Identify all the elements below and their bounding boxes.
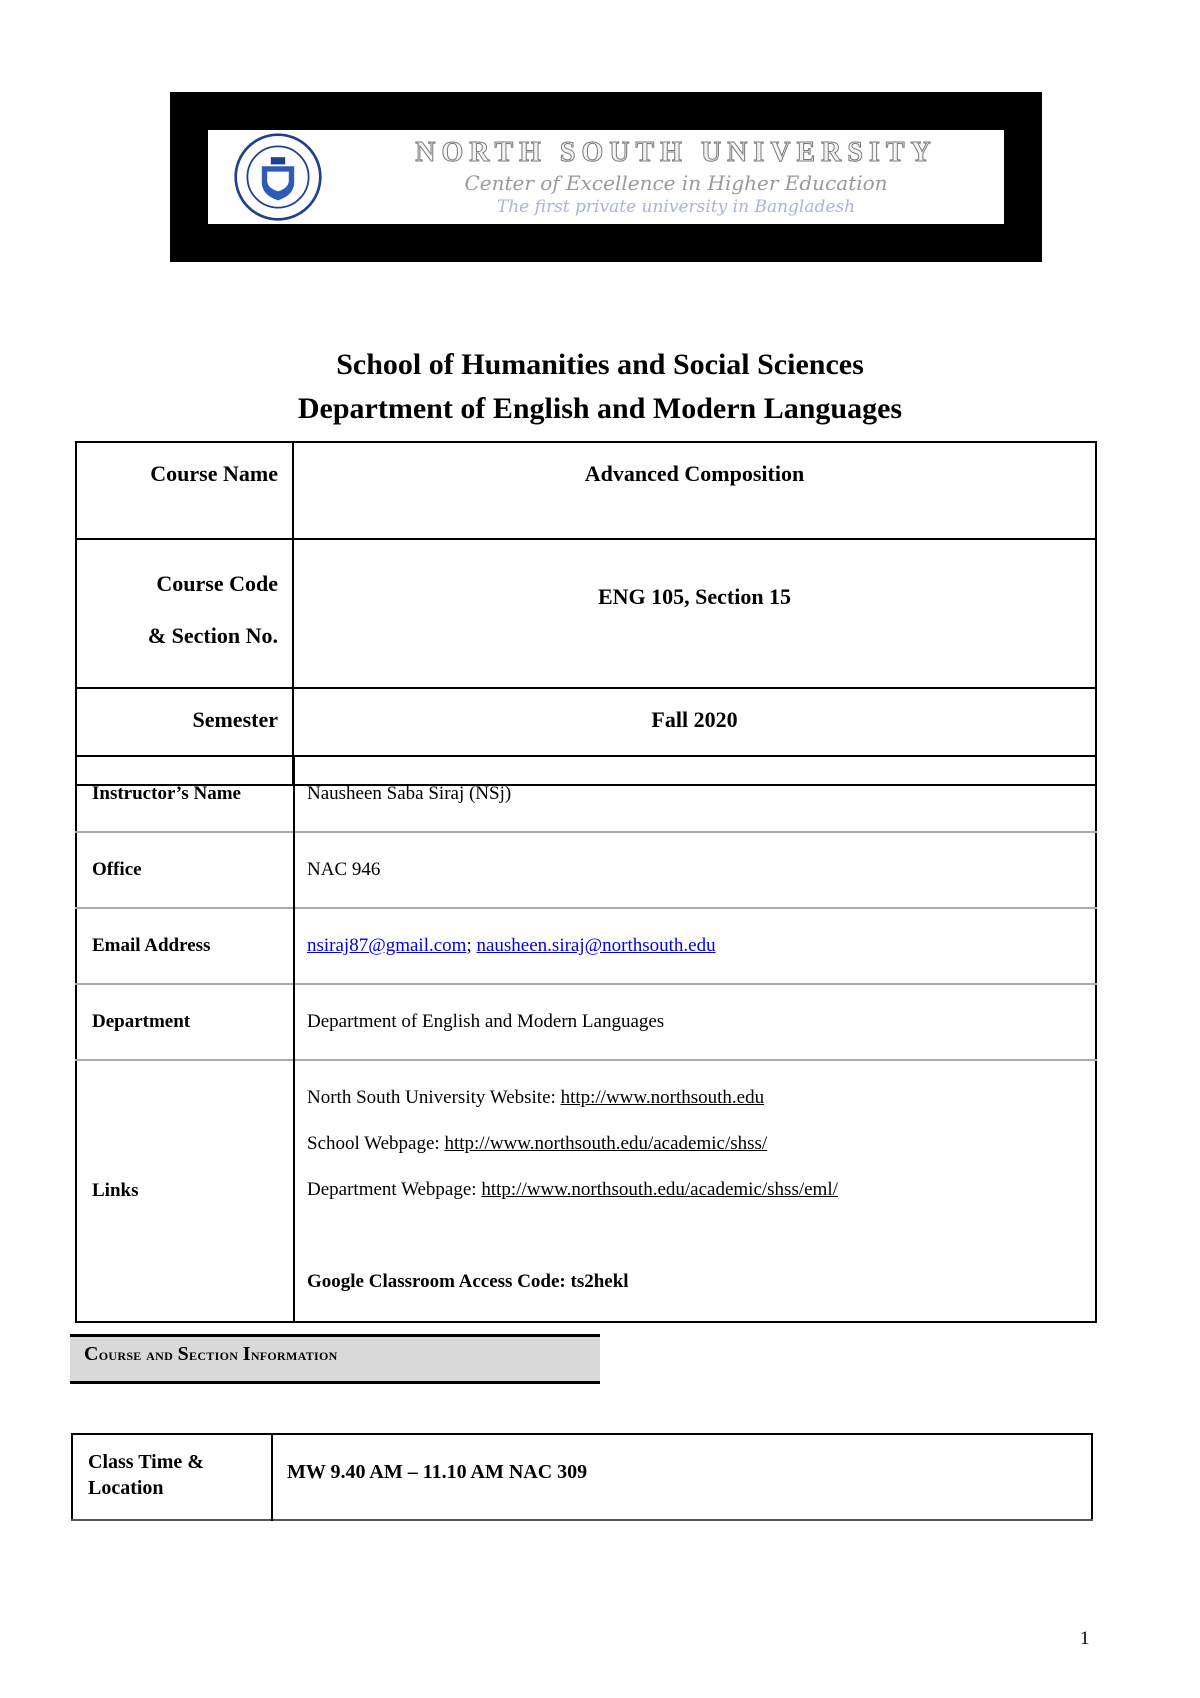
- class-time-label: [72, 1434, 272, 1520]
- logo-panel: [208, 130, 1004, 224]
- link-school-url[interactable]: http://www.northsouth.edu/academic/shss/: [444, 1133, 768, 1154]
- office-row: [76, 832, 1096, 908]
- class-time-label-line1: Class Time &: [88, 1451, 204, 1473]
- course-code-label-line2: & Section No.: [147, 623, 278, 648]
- instructor-table: [75, 755, 1097, 1323]
- department-title: Department of English and Modern Languages: [297, 392, 903, 425]
- class-time-value: MW 9.40 AM – 11.10 AM NAC 309: [287, 1461, 588, 1483]
- email-label: Email Address: [76, 908, 294, 984]
- link-department-label: Department Webpage:: [307, 1179, 482, 1200]
- link-school: [307, 1121, 1094, 1167]
- class-time-row: [72, 1434, 1092, 1520]
- semester-label: Semester: [76, 688, 293, 785]
- semester-value: Fall 2020: [293, 688, 1096, 785]
- department-value: Department of English and Modern Languages: [294, 984, 1096, 1060]
- links-label: Links: [76, 1060, 294, 1322]
- link-department: [307, 1167, 1094, 1213]
- university-banner: [170, 92, 1042, 262]
- links-row: [76, 1060, 1096, 1322]
- instructor-name-label: Instructor’s Name: [76, 756, 294, 832]
- links-value: [294, 1060, 1096, 1322]
- course-name-value: Advanced Composition: [293, 442, 1096, 539]
- classroom-code: Google Classroom Access Code: ts2hekl: [307, 1271, 629, 1292]
- email-row: [76, 908, 1096, 984]
- section-heading: Course and Section Information: [70, 1334, 600, 1384]
- university-tagline: Center of Excellence in Higher Education: [464, 171, 888, 195]
- course-table: [75, 441, 1097, 786]
- class-time-label-line2: Location: [88, 1477, 164, 1499]
- email-separator: ;: [466, 935, 472, 956]
- link-department-url[interactable]: http://www.northsouth.edu/academic/shss/eml/: [481, 1179, 838, 1200]
- school-title: School of Humanities and Social Sciences: [336, 348, 864, 381]
- email-link-northsouth[interactable]: nausheen.siraj@northsouth.edu: [476, 935, 716, 956]
- course-code-label: [76, 539, 293, 688]
- link-university-label: North South University Website:: [307, 1087, 561, 1108]
- course-name-row: [76, 442, 1096, 539]
- instructor-row: [76, 756, 1096, 832]
- email-value: [294, 908, 1096, 984]
- link-university: [307, 1075, 1094, 1121]
- instructor-name-value: Nausheen Saba Siraj (NSj): [307, 783, 512, 804]
- university-seal-icon: [233, 132, 323, 222]
- university-subtagline: The first private university in Bangladesh: [496, 197, 856, 217]
- class-time-table: [71, 1433, 1093, 1521]
- link-school-label: School Webpage:: [307, 1133, 445, 1154]
- course-code-label-line1: Course Code: [156, 571, 278, 596]
- page-number: 1: [1080, 1628, 1090, 1649]
- course-code-value: ENG 105, Section 15: [293, 539, 1096, 688]
- department-label: Department: [76, 984, 294, 1060]
- university-name: NORTH SOUTH UNIVERSITY: [415, 137, 937, 168]
- logo-text: [348, 137, 1004, 217]
- office-label: Office: [76, 832, 294, 908]
- office-value: NAC 946: [294, 832, 1096, 908]
- course-code-row: [76, 539, 1096, 688]
- department-row: [76, 984, 1096, 1060]
- link-university-url[interactable]: http://www.northsouth.edu: [560, 1087, 765, 1108]
- university-seal: [208, 132, 348, 222]
- course-name-label: Course Name: [76, 442, 293, 539]
- email-link-gmail[interactable]: nsiraj87@gmail.com: [307, 935, 467, 956]
